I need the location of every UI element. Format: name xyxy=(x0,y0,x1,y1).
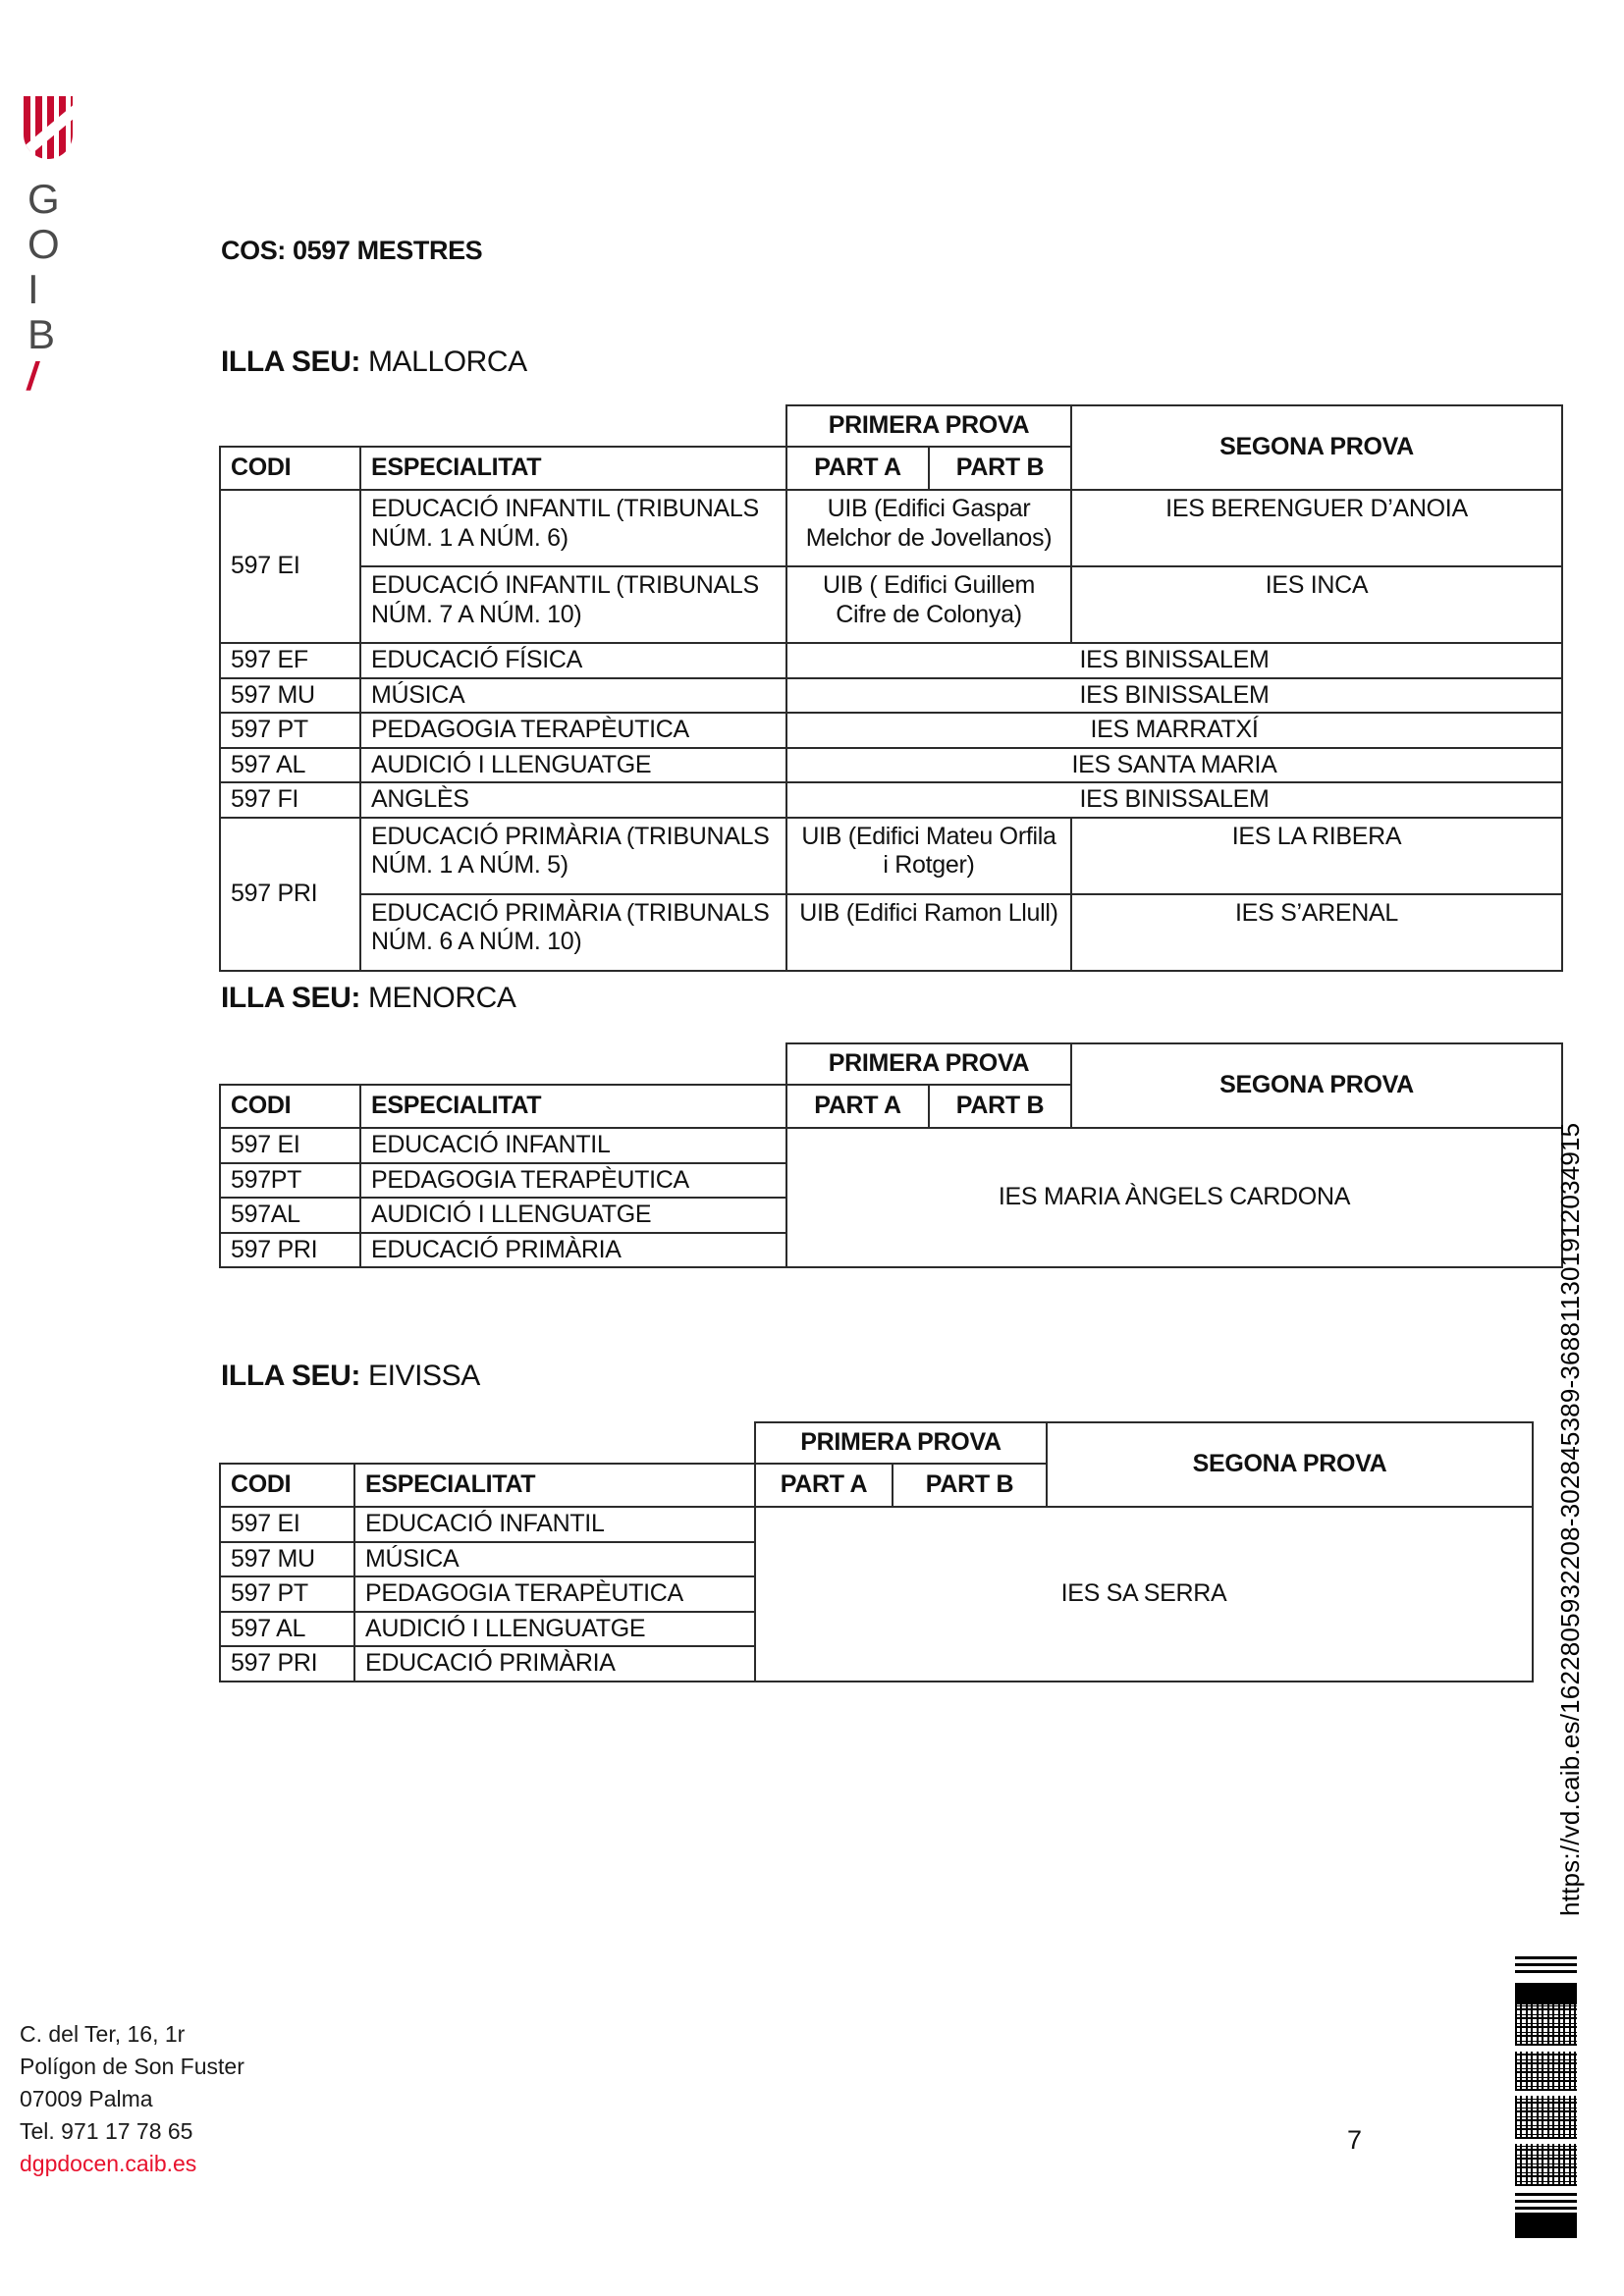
cell-codi: 597 FI xyxy=(220,782,360,818)
cell-segona-prova: IES INCA xyxy=(1071,566,1562,643)
cell-especialitat: EDUCACIÓ INFANTIL (TRIBUNALS NÚM. 1 A NÚM. 6) xyxy=(360,490,786,566)
section-heading-menorca xyxy=(221,982,516,1015)
illa-seu-label: ILLA SEU: xyxy=(221,1360,360,1392)
cell-primera-prova: UIB (Edifici Mateu Orfila i Rotger) xyxy=(786,818,1071,894)
cell-codi: 597 EI xyxy=(220,1507,354,1542)
cell-seu-merged: IES MARRATXÍ xyxy=(786,713,1562,748)
column-header-part-a: PART A xyxy=(786,1085,929,1128)
table-menorca xyxy=(219,1042,1563,1268)
cell-segona-prova: IES S’ARENAL xyxy=(1071,894,1562,971)
goib-wordmark xyxy=(27,177,92,357)
cell-codi: 597 PRI xyxy=(220,818,360,971)
goib-letter: I xyxy=(27,266,39,312)
cell-codi: 597 PT xyxy=(220,1576,354,1612)
cell-especialitat: PEDAGOGIA TERAPÈUTICA xyxy=(360,713,786,748)
cell-especialitat: AUDICIÓ I LLENGUATGE xyxy=(360,1198,786,1233)
header-spacer xyxy=(220,405,786,447)
cell-codi: 597PT xyxy=(220,1163,360,1199)
header-spacer xyxy=(220,1043,786,1085)
cell-codi: 597 AL xyxy=(220,748,360,783)
cell-seu-merged: IES SANTA MARIA xyxy=(786,748,1562,783)
header-spacer xyxy=(220,1422,755,1464)
column-header-part-b: PART B xyxy=(893,1464,1047,1507)
column-header-part-a: PART A xyxy=(786,447,929,490)
cell-seu-merged: IES BINISSALEM xyxy=(786,678,1562,714)
footer-address-line: Polígon de Son Fuster xyxy=(20,2054,244,2079)
table-mallorca xyxy=(219,404,1563,972)
cell-especialitat: ANGLÈS xyxy=(360,782,786,818)
cell-especialitat: EDUCACIÓ PRIMÀRIA xyxy=(360,1233,786,1268)
cell-especialitat: EDUCACIÓ PRIMÀRIA xyxy=(354,1646,755,1682)
illa-seu-label: ILLA SEU: xyxy=(221,982,360,1014)
column-header-part-b: PART B xyxy=(929,447,1071,490)
footer-address-line: C. del Ter, 16, 1r xyxy=(20,2021,186,2047)
cell-primera-prova: UIB (Edifici Gaspar Melchor de Jovellanos) xyxy=(786,490,1071,566)
barcode-noise-block xyxy=(1515,2096,1577,2139)
column-header-especialitat: ESPECIALITAT xyxy=(360,1085,786,1128)
footer-address-line: 07009 Palma xyxy=(20,2086,153,2111)
cell-seu-merged: IES BINISSALEM xyxy=(786,782,1562,818)
cell-primera-prova: UIB ( Edifici Guillem Cifre de Colonya) xyxy=(786,566,1071,643)
cell-segona-prova: IES LA RIBERA xyxy=(1071,818,1562,894)
cell-especialitat: MÚSICA xyxy=(360,678,786,714)
illa-seu-name: MALLORCA xyxy=(367,346,527,378)
illa-seu-name: EIVISSA xyxy=(367,1360,480,1392)
section-heading-eivissa xyxy=(221,1360,480,1393)
section-heading-mallorca xyxy=(221,346,527,379)
page-number: 7 xyxy=(1347,2125,1363,2155)
balearic-shield-icon xyxy=(24,96,73,159)
barcode-noise-block xyxy=(1515,2144,1577,2186)
cell-codi: 597 MU xyxy=(220,678,360,714)
goib-logo xyxy=(24,96,92,397)
goib-letter: B xyxy=(27,311,56,357)
column-header-primera-prova: PRIMERA PROVA xyxy=(786,1043,1071,1085)
footer-website-link[interactable]: dgpdocen.caib.es xyxy=(20,2151,197,2176)
barcode-black-block xyxy=(1515,1983,1577,2004)
document-title: COS: 0597 MESTRES xyxy=(221,236,483,265)
column-header-segona-prova: SEGONA PROVA xyxy=(1047,1422,1533,1507)
cell-codi: 597 MU xyxy=(220,1542,354,1577)
vertical-verification-url: https://vd.caib.es/1622805932208-302845389-368811301912034915 xyxy=(1555,1122,1585,1916)
cell-seu-merged: IES BINISSALEM xyxy=(786,643,1562,678)
cell-especialitat: PEDAGOGIA TERAPÈUTICA xyxy=(360,1163,786,1199)
goib-letter: G xyxy=(27,176,60,222)
cell-especialitat: PEDAGOGIA TERAPÈUTICA xyxy=(354,1576,755,1612)
column-header-part-b: PART B xyxy=(929,1085,1071,1128)
barcode-stripes xyxy=(1515,2193,1577,2211)
column-header-segona-prova: SEGONA PROVA xyxy=(1071,1043,1562,1128)
cell-especialitat: AUDICIÓ I LLENGUATGE xyxy=(354,1612,755,1647)
barcode-noise-block xyxy=(1515,2052,1577,2091)
cell-codi: 597 PRI xyxy=(220,1646,354,1682)
cell-especialitat: EDUCACIÓ PRIMÀRIA (TRIBUNALS NÚM. 6 A NÚM. 10) xyxy=(360,894,786,971)
cell-codi: 597 AL xyxy=(220,1612,354,1647)
barcode-noise-block xyxy=(1515,2004,1577,2046)
column-header-codi: CODI xyxy=(220,1464,354,1507)
illa-seu-name: MENORCA xyxy=(367,982,516,1014)
goib-letter: O xyxy=(27,221,60,267)
footer-address-block xyxy=(20,2018,244,2180)
cell-codi: 597 PRI xyxy=(220,1233,360,1268)
cell-codi: 597 EI xyxy=(220,1128,360,1163)
column-header-primera-prova: PRIMERA PROVA xyxy=(786,405,1071,447)
table-eivissa xyxy=(219,1421,1534,1682)
cell-especialitat: AUDICIÓ I LLENGUATGE xyxy=(360,748,786,783)
cell-codi: 597AL xyxy=(220,1198,360,1233)
column-header-especialitat: ESPECIALITAT xyxy=(354,1464,755,1507)
illa-seu-label: ILLA SEU: xyxy=(221,346,360,378)
column-header-part-a: PART A xyxy=(755,1464,893,1507)
column-header-codi: CODI xyxy=(220,447,360,490)
cell-especialitat: EDUCACIÓ FÍSICA xyxy=(360,643,786,678)
barcode-stripes xyxy=(1515,1956,1577,1976)
cell-especialitat: MÚSICA xyxy=(354,1542,755,1577)
cell-seu-merged: IES SA SERRA xyxy=(755,1507,1533,1682)
column-header-primera-prova: PRIMERA PROVA xyxy=(755,1422,1047,1464)
cell-especialitat: EDUCACIÓ INFANTIL xyxy=(360,1128,786,1163)
cell-codi: 597 EI xyxy=(220,490,360,643)
cell-codi: 597 PT xyxy=(220,713,360,748)
cell-codi: 597 EF xyxy=(220,643,360,678)
column-header-codi: CODI xyxy=(220,1085,360,1128)
column-header-segona-prova: SEGONA PROVA xyxy=(1071,405,1562,490)
cell-primera-prova: UIB (Edifici Ramon Llull) xyxy=(786,894,1071,971)
barcode-black-block xyxy=(1515,2213,1577,2238)
cell-segona-prova: IES BERENGUER D’ANOIA xyxy=(1071,490,1562,566)
cell-especialitat: EDUCACIÓ INFANTIL (TRIBUNALS NÚM. 7 A NÚM. 10) xyxy=(360,566,786,643)
footer-address-line: Tel. 971 17 78 65 xyxy=(20,2118,193,2144)
logo-slash-icon: / xyxy=(24,355,42,399)
cell-especialitat: EDUCACIÓ INFANTIL xyxy=(354,1507,755,1542)
verification-barcode-icon xyxy=(1515,1956,1577,2238)
column-header-especialitat: ESPECIALITAT xyxy=(360,447,786,490)
shield-diagonal xyxy=(24,96,73,159)
cell-especialitat: EDUCACIÓ PRIMÀRIA (TRIBUNALS NÚM. 1 A NÚM. 5) xyxy=(360,818,786,894)
cell-seu-merged: IES MARIA ÀNGELS CARDONA xyxy=(786,1128,1562,1267)
